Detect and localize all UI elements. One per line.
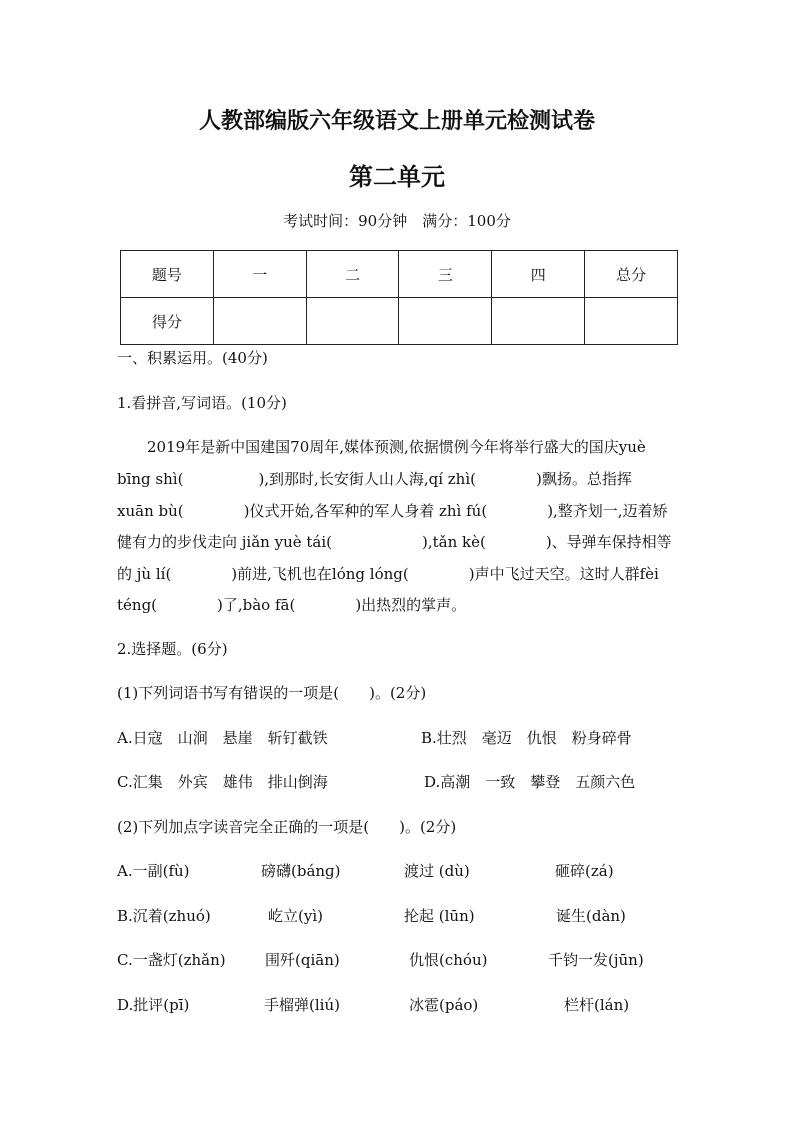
score-cell: 二 [306, 251, 399, 298]
option-a-4: 砸碎(zá) [555, 862, 614, 880]
option-b-2: 屹立(yì) [268, 907, 323, 925]
option-c-4: 千钧一发(jūn) [548, 951, 644, 969]
option-b: B.壮烈 毫迈 仇恨 粉身碎骨 [421, 729, 632, 747]
score-cell[interactable] [585, 298, 678, 345]
score-cell: 三 [399, 251, 492, 298]
option-c-1: C.一盏灯(zhǎn) [117, 951, 226, 969]
score-table [120, 250, 678, 345]
q1-line: 的 jù lí( )前进,飞机也在lóng lóng( )声中飞过天空。这时人群fèi [117, 565, 659, 583]
score-cell[interactable] [399, 298, 492, 345]
exam-title: 人教部编版六年级语文上册单元检测试卷 [198, 108, 595, 134]
score-cell: 得分 [121, 298, 214, 345]
option-d: D.高潮 一致 攀登 五颜六色 [424, 773, 636, 791]
option-c-3: 仇恨(chóu) [409, 951, 488, 969]
option-d-1: D.批评(pī) [117, 996, 190, 1014]
option-a-1: A.一副(fù) [117, 862, 190, 880]
option-d-3: 冰雹(páo) [409, 996, 479, 1014]
q1-line: 健有力的步伐走向 jiǎn yuè tái( ),tǎn kè( )、导弹车保持相等 [117, 533, 672, 551]
score-cell: 一 [213, 251, 306, 298]
q1-line: 2019年是新中国建国70周年,媒体预测,依据惯例今年将举行盛大的国庆yuè [147, 438, 646, 456]
option-b-3: 抡起 (lūn) [404, 907, 475, 925]
score-table-score-row [121, 298, 678, 345]
score-cell: 题号 [121, 251, 214, 298]
option-a-2: 磅礴(bánɡ) [261, 862, 341, 880]
option-d-4: 栏杆(lán) [564, 996, 630, 1014]
option-b-4: 诞生(dàn) [556, 907, 626, 925]
score-table-header-row [121, 251, 678, 298]
score-cell: 四 [492, 251, 585, 298]
q1-line: téng( )了,bào fā( )出热烈的掌声。 [117, 596, 467, 614]
question-2-2: (2)下列加点字读音完全正确的一项是( )。(2分) [117, 818, 457, 836]
question-1-heading: 1.看拼音,写词语。(10分) [117, 394, 287, 412]
option-c: C.汇集 外宾 雄伟 排山倒海 [117, 773, 328, 791]
score-cell[interactable] [306, 298, 399, 345]
score-cell[interactable] [213, 298, 306, 345]
score-cell: 总分 [585, 251, 678, 298]
option-a-3: 渡过 (dù) [404, 862, 470, 880]
score-cell[interactable] [492, 298, 585, 345]
option-a: A.日寇 山涧 悬崖 斩钉截铁 [117, 729, 328, 747]
q1-line: xuān bù( )仪式开始,各军种的军人身着 zhì fú( ),整齐划一,迈着矫 [117, 502, 668, 520]
q1-line: bīng shì( ),到那时,长安街人山人海,qí zhì( )飘扬。总指挥 [117, 470, 632, 488]
section-heading: 一、积累运用。(40分) [117, 349, 268, 367]
option-b-1: B.沉着(zhuó) [117, 907, 211, 925]
question-2-1: (1)下列词语书写有错误的一项是( )。(2分) [117, 684, 427, 702]
question-2-heading: 2.选择题。(6分) [117, 640, 228, 658]
option-c-2: 围歼(qiān) [265, 951, 340, 969]
option-d-2: 手榴弹(liú) [264, 996, 340, 1014]
unit-title: 第二单元 [349, 162, 445, 191]
exam-info: 考试时间：90分钟 满分：100分 [283, 212, 511, 230]
